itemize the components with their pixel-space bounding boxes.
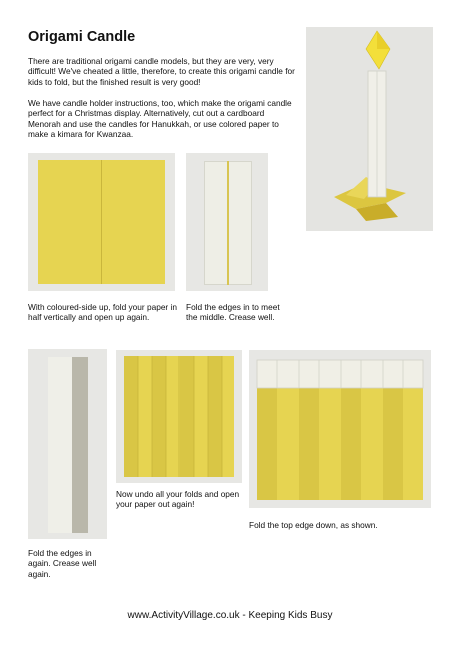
center-gap [227,161,229,285]
step-2-caption: Fold the edges in to meet the middle. Crease well. [186,302,280,323]
top-folded-paper [249,350,431,508]
unfolded-paper-creases [116,350,242,483]
step-5-photo [249,350,431,508]
center-crease [101,160,102,284]
page-title: Origami Candle [28,29,136,45]
intro-paragraph-1: There are traditional origami candle models, but they are very, very difficult! We've cheated a little, therefore, to create this origami candle for kids to fold, but the finished result is very good! [28,56,295,87]
intro-paragraph-2: We have candle holder instructions, too, which make the origami candle perfect for a Christmas display. Alternatively, cut out a cardboard Menorah and use the candles for Hanukkah, or use colored paper to make a kimara for Kwanzaa. [28,98,292,140]
finished-candle-illustration [306,27,433,231]
step-2-photo [186,153,268,291]
footer-website: www.ActivityVillage.co.uk - Keeping Kids Busy [127,610,333,621]
step-3-caption: Fold the edges in again. Crease well again. [28,548,97,579]
step-1-photo [28,153,175,291]
step-5-caption: Fold the top edge down, as shown. [249,520,378,530]
finished-candle-photo [306,27,433,231]
step-1-caption: With coloured-side up, fold your paper in half vertically and open up again. [28,302,177,323]
step-4-photo [116,350,242,483]
strip-right [72,357,88,533]
strip-left [48,357,72,533]
step-3-photo [28,349,107,539]
step-4-caption: Now undo all your folds and open your paper out again! [116,489,240,510]
